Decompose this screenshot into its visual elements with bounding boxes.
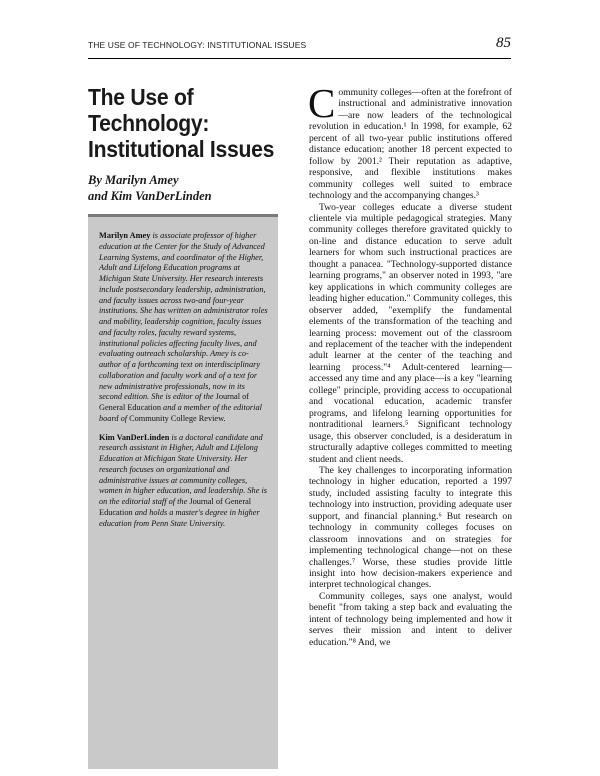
byline-line: and Kim VanDerLinden [88, 189, 212, 203]
title-block [88, 84, 284, 204]
body-paragraph: Community colleges, says one analyst, would benefit "from taking a step back and evaluating the intent of technology being implemented and how it serves their mission and intent to deliver education."⁸ And, we [309, 590, 512, 648]
journal-title: Journal of General Education [99, 392, 250, 412]
author-name: Marilyn Amey [99, 231, 151, 240]
author-bio [99, 231, 268, 425]
title-line: The Use of [88, 84, 194, 110]
bio-text: is a doctoral candidate and research assistant in Higher, Adult and Lifelong Education at Michigan State University. Her research focuses on organizational and administrative issues at community colleges, women in higher education, and leadership. She is on the editorial staff of the [99, 432, 267, 506]
author-bio [99, 433, 268, 530]
bio-text: is associate professor of higher education at the Center for the Study of Advanced Learning Systems, and coordinator of the Higher, Adult and Lifelong Education programs at Michigan State University. Her research interests include postsecondary leadership, administration, and faculty issues across two-and four-year institutions. She has written on administrator roles and mobility, leadership cognition, faculty issues and faculty roles, faculty reward systems, institutional policies affecting faculty lives, and evaluating outreach scholarship. Amey is co-author of a forthcoming text on interdisciplinary collaboration and faculty work and of a text for new administrative professionals, now in its second edition. She is editor of the [99, 231, 268, 402]
running-head: THE USE OF TECHNOLOGY: INSTITUTIONAL ISSUES [88, 40, 307, 50]
title-line: Institutional Issues [88, 136, 275, 162]
page-number: 85 [496, 35, 511, 51]
title-line: Technology: [88, 110, 210, 136]
journal-title: Journal of General Education [99, 497, 252, 517]
article-title [88, 84, 290, 162]
article-body [308, 80, 512, 648]
drop-cap: C [308, 80, 336, 126]
byline-line: By Marilyn Amey [88, 173, 179, 187]
body-paragraph: Two-year colleges educate a diverse student clientele via multiple pedagogical strategies. Many community colleges therefore gravitated quickly to on-line and distance education to serve adult learners for whom such instructional practices are thought a panacea. "Technology-supported distance learning programs," an observer noted in 1993, "are key applications in which community colleges are leading higher education." Community colleges, this observer added, "exemplify the fundamental elements of the transformation of the teaching and learning process: movement out of the classroom and replacement of the teacher with the independent adult learner at the center of the teaching and learning process."⁴ Adult-centered learning—accessed any time and any place—is a key "learning college" principle, providing access to occupational and vocational education, academic transfer programs, and lifelong learning opportunities for nontraditional learners.⁵ Significant technology usage, this observer concluded, is a desideratum in structurally adaptive colleges committed to meeting student and client needs. [309, 201, 512, 465]
body-paragraph [308, 80, 512, 202]
author-bio-box [88, 214, 278, 769]
paragraph-text: ommunity colleges—often at the forefront of instructional and administrative innovation—are now leaders of the technological revolution in education.¹ In 1998, for example, 62 percent of all two-year public institutions offered distance education; another 18 percent expected to follow by 2001.² Their reputation as adaptive, responsive, and flexible institutions makes community colleges well suited to embrace technology and the accompanying changes.³ [309, 87, 512, 202]
journal-title: Community College Review. [129, 413, 226, 423]
bio-text: and a member of the editorial board of [99, 403, 262, 423]
author-name: Kim VanDerLinden [99, 432, 170, 442]
byline [88, 172, 284, 204]
body-paragraph: The key challenges to incorporating information technology in higher education, reported a 1997 study, included assisting faculty to integrate this technology into instruction, providing adequate user support, and financial planning.⁶ But research on technology in community colleges focuses on classroom innovations and on strategies for implementing technological change—not on these challenges.⁷ Worse, these studies provide little insight into how decision-makers experience and interpret technological changes. [309, 464, 512, 591]
bio-text: and holds a master's degree in higher education from Penn State University. [99, 507, 260, 528]
header-rule [88, 58, 511, 59]
